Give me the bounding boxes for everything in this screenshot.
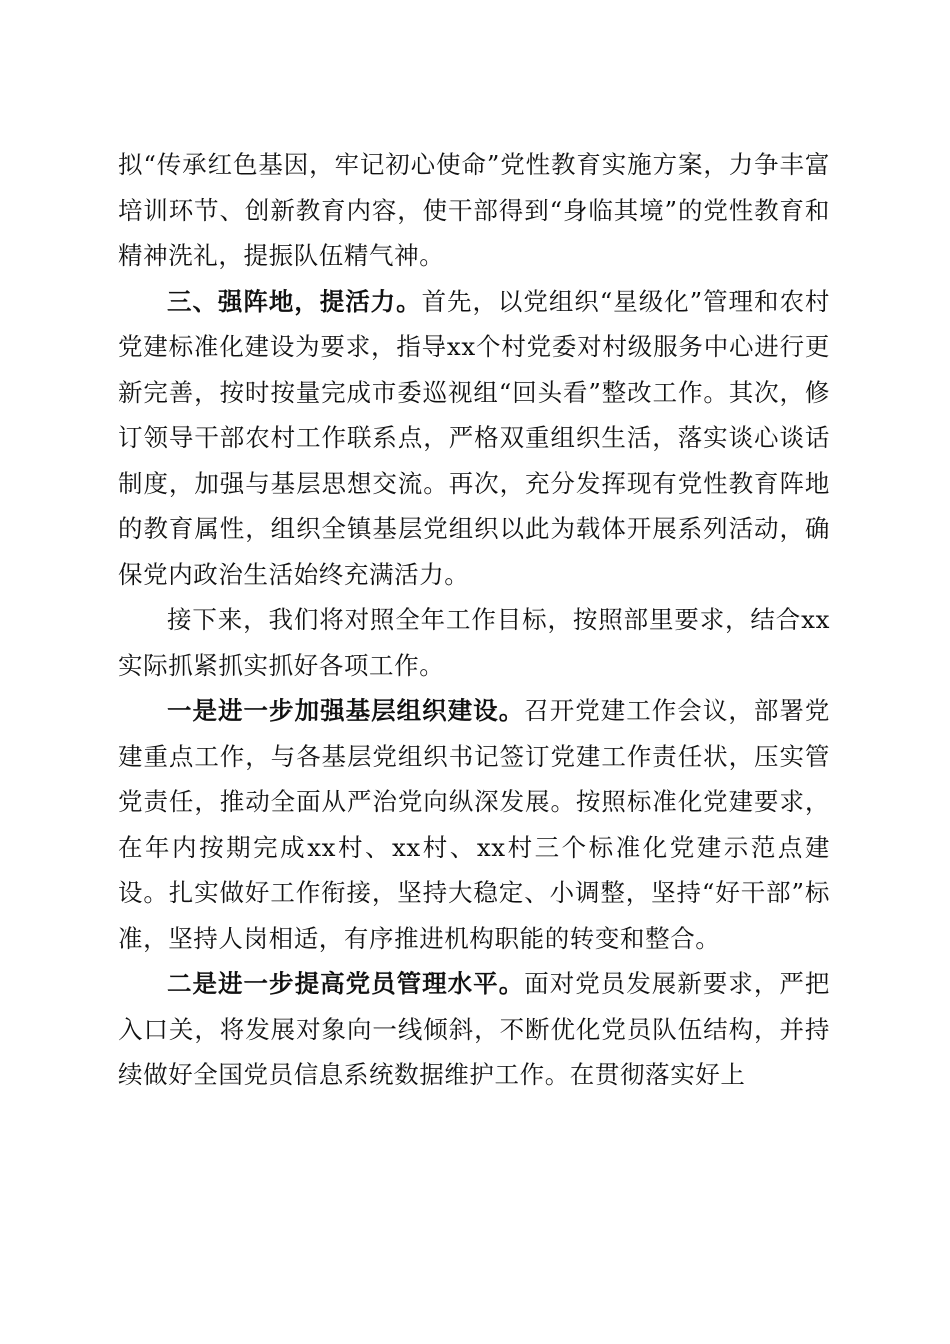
paragraph-section-three (118, 279, 830, 598)
paragraph-text: 接下来，我们将对照全年工作目标，按照部里要求，结合xx实际抓紧抓实抓好各项工作。 (118, 605, 830, 680)
point-heading: 二是进一步提高党员管理水平。 (167, 969, 525, 998)
section-heading: 三、强阵地，提活力。 (167, 286, 422, 316)
paragraph-point-two (118, 961, 830, 1098)
paragraph-text: 首先，以党组织“星级化”管理和农村党建标准化建设为要求，指导xx个村党委对村级服务中心进行更新完善，按时按量完成市委巡视组“回头看”整改工作。其次，修订领导干部农村工作联系点，严格双重组织生活，落实谈心谈话制度，加强与基层思想交流。再次，充分发挥现有党性教育阵地的教育属性，组织全镇基层党组织以此为载体开展系列活动，确保党内政治生活始终充满活力。 (118, 286, 831, 589)
paragraph-continuation (118, 142, 830, 279)
paragraph-next-steps (118, 597, 830, 688)
paragraph-text: 召开党建工作会议，部署党建重点工作，与各基层党组织书记签订党建工作责任状，压实管党责任，推动全面从严治党向纵深发展。按照标准化党建要求，在年内按期完成xx村、xx村、xx村三个标准化党建示范点建设。扎实做好工作衔接，坚持大稳定、小调整，坚持“好干部”标准，坚持人岗相适，有序推进机构职能的转变和整合。 (118, 696, 830, 953)
paragraph-text: 面对党员发展新要求，严把入口关，将发展对象向一线倾斜，不断优化党员队伍结构，并持续做好全国党员信息系统数据维护工作。在贯彻落实好上 (118, 969, 830, 1089)
point-heading: 一是进一步加强基层组织建设。 (167, 696, 525, 725)
paragraph-point-one (118, 688, 830, 961)
document-body (118, 142, 830, 1098)
paragraph-text: 拟“传承红色基因，牢记初心使命”党性教育实施方案，力争丰富培训环节、创新教育内容，使干部得到“身临其境”的党性教育和精神洗礼，提振队伍精气神。 (118, 150, 830, 270)
